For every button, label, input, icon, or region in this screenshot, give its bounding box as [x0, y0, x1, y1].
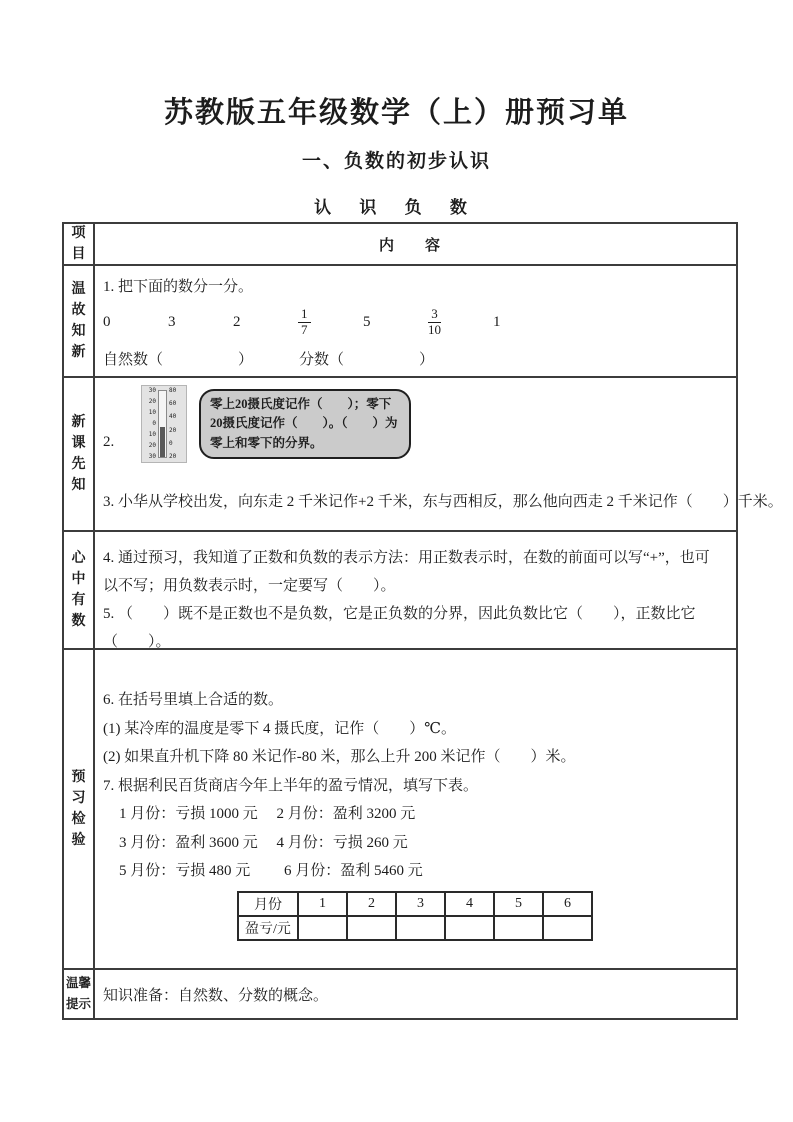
scale-tick: 30: [148, 453, 156, 460]
header-item-cell: [64, 224, 95, 264]
number-item: 1: [493, 313, 501, 330]
profit-answer-row: [238, 916, 592, 940]
fraction-denominator: 7: [301, 321, 308, 337]
answer-cell: [543, 916, 592, 940]
worksheet-table: [62, 222, 783, 1020]
table-row: [64, 530, 736, 648]
review-content-cell: [95, 266, 736, 376]
number-list: [103, 304, 724, 340]
thermometer-left-scale: [144, 388, 156, 460]
month-col-header: 月份: [238, 892, 298, 916]
number-item: 0: [103, 313, 111, 330]
number-item: 2: [233, 313, 241, 330]
review-label: 温故知新: [71, 282, 86, 360]
number-item: 5: [363, 313, 371, 330]
answer-cell: [347, 916, 396, 940]
natural-number-blank: 自然数（ ）: [103, 352, 254, 368]
fraction-blank: 分数（ ）: [299, 352, 435, 368]
tip-content-cell: [95, 970, 736, 1018]
scale-tick: 20: [148, 442, 156, 449]
month-cell: 4: [445, 892, 494, 916]
check-label-cell: [64, 650, 95, 968]
preview-content-cell: [95, 378, 783, 530]
question-7: 7. 根据利民百货商店今年上半年的盈亏情况，填写下表。: [103, 777, 479, 794]
question-3: 3. 小华从学校出发，向东走 2 千米记作+2 千米，东与西相反，那么他向西走 2 千米记作（ ）千米。: [103, 494, 783, 510]
number-item: 3: [168, 313, 176, 330]
profit-row-header: 盈亏/元: [238, 916, 298, 940]
check-label: 预习检验: [71, 770, 86, 848]
scale-tick: 10: [148, 431, 156, 438]
speech-bubble: 零上20摄氏度记作（ ）；零下20摄氏度记作（ ）。（ ）为零上和零下的分界。: [199, 389, 411, 459]
fraction-item: [428, 307, 493, 338]
fraction-item: [298, 307, 363, 338]
month-cell: 1: [298, 892, 347, 916]
question-1: 1. 把下面的数分一分。: [103, 279, 254, 295]
table-row: [64, 264, 736, 376]
preview-label: 新课先知: [71, 415, 86, 493]
month-cell: 3: [396, 892, 445, 916]
profit-data-line: 1 月份：亏损 1000 元 2 月份：盈利 3200 元: [119, 806, 416, 822]
scale-tick: 30: [148, 387, 156, 394]
scale-tick: 20: [169, 426, 177, 434]
answer-cell: [298, 916, 347, 940]
scale-tick: 60: [169, 400, 177, 408]
scale-tick: 0: [169, 439, 173, 447]
question-2-number: 2.: [103, 434, 115, 450]
question-6-2: (2) 如果直升机下降 80 米记作-80 米，那么上升 200 米记作（ ）米。: [103, 749, 576, 765]
check-content-cell: [95, 650, 736, 968]
fraction-numerator: 3: [428, 307, 441, 323]
thermometer-tube: [158, 390, 167, 458]
fraction-numerator: 1: [298, 307, 311, 323]
month-profit-table: [237, 891, 593, 941]
thermometer-mercury: [160, 427, 165, 457]
answer-cell: [494, 916, 543, 940]
scale-tick: 20: [169, 452, 177, 460]
answer-cell: [445, 916, 494, 940]
header-item-label: 项目: [71, 226, 86, 262]
answer-cell: [396, 916, 445, 940]
understand-label-cell: [64, 532, 95, 648]
month-cell: 5: [494, 892, 543, 916]
month-cell: 6: [543, 892, 592, 916]
month-cell: 2: [347, 892, 396, 916]
page-title: 苏教版五年级数学（上）册预习单: [163, 97, 629, 129]
question-5: 5. （ ）既不是正数也不是负数，它是正负数的分界，因此负数比它（ ），正数比它（ ）。: [103, 606, 696, 650]
profit-data-line: 5 月份：亏损 480 元 6 月份：盈利 5460 元: [119, 863, 423, 879]
scale-tick: 80: [169, 387, 177, 394]
table-row: [64, 376, 783, 530]
tip-text: 知识准备：自然数、分数的概念。: [103, 987, 329, 1004]
scale-tick: 10: [148, 409, 156, 416]
table-header-row: [64, 224, 736, 264]
understand-content-cell: [95, 532, 736, 648]
question-4: 4. 通过预习，我知道了正数和负数的表示方法：用正数表示时，在数的前面可以写“+”，也可以不写；用负数表示时，一定要写（ ）。: [103, 550, 710, 594]
scale-tick: 40: [169, 413, 177, 421]
question-6: 6. 在括号里填上合适的数。: [103, 692, 284, 708]
preview-label-cell: [64, 378, 95, 530]
header-content-cell: 内 容: [378, 237, 448, 254]
table-row: [64, 648, 736, 968]
understand-label: 心中有数: [71, 551, 86, 629]
tip-label-cell: [64, 970, 95, 1018]
fraction-denominator: 10: [428, 321, 441, 337]
month-header-row: [238, 892, 592, 916]
classify-blanks-line: [103, 348, 724, 369]
thermometer-image: [141, 385, 187, 463]
lesson-title: 认 识 负 数: [314, 198, 479, 217]
scale-tick: 0: [152, 420, 156, 427]
spacer: [253, 348, 299, 369]
scale-tick: 20: [148, 398, 156, 405]
profit-data-line: 3 月份：盈利 3600 元 4 月份：亏损 260 元: [119, 834, 408, 851]
review-label-cell: [64, 266, 95, 376]
table-row: [64, 968, 736, 1018]
tip-label: 温馨提示: [65, 976, 91, 1011]
unit-title: 一、负数的初步认识: [301, 151, 491, 172]
thermometer-right-scale: [169, 388, 181, 460]
question-6-1: (1) 某冷库的温度是零下 4 摄氏度，记作（ ）℃。: [103, 720, 457, 737]
